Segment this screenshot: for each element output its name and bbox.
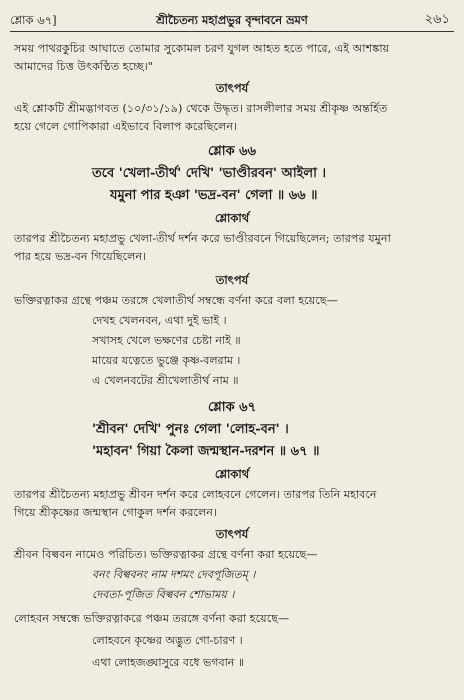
verse-line: যমুনা পার হঞা 'ভদ্র-বন' গেলা ॥ ৬৬ ॥ <box>110 188 318 203</box>
paragraph-line: পার হয়ে ভদ্র-বন গিয়েছিলেন। <box>14 250 147 263</box>
paragraph-line: আমাদের চিত্ত উৎকণ্ঠিত হচ্ছে।" <box>14 60 153 73</box>
paragraph-line: এই শ্লোকটি শ্রীমদ্ভাগবত (১০/৩১/১৯) থেকে উদ্ধৃত। রাসলীলার সময় শ্রীকৃষ্ণ অন্তর্হিত <box>14 102 388 115</box>
verse-line: 'শ্রীবন' দেখি' পুনঃ গেলা 'লোহ-বন' । <box>92 422 289 437</box>
paragraph-line: গিয়ে শ্রীকৃষ্ণের জন্মস্থান গোকুল দর্শন করলেন। <box>14 506 217 519</box>
header-rule <box>10 31 454 32</box>
quoted-verse-line: লোহবনে কৃষ্ণের অদ্ভুত গো-চারণ । <box>92 634 243 647</box>
page-number: ২৬১ <box>424 12 450 27</box>
paragraph-line: তারপর শ্রীচৈতন্য মহাপ্রভু শ্রীবন দর্শন করে লোহবনে গেলেন। তারপর তিনি মহাবনে <box>14 488 377 501</box>
paragraph-line: লোহবন সম্বন্ধে ভক্তিরত্নাকরে পঞ্চম তরঙ্গে বর্ণনা করা হয়েছে— <box>14 612 290 625</box>
verse-number-heading: শ্লোক ৬৬ <box>207 144 257 159</box>
section-heading-tatparya: তাৎপর্য <box>215 527 249 541</box>
verse-number-heading: শ্লোক ৬৭ <box>207 400 257 415</box>
section-heading-shlokartha: শ্লোকার্থ <box>214 467 250 481</box>
section-heading-shlokartha: শ্লোকার্থ <box>214 211 250 225</box>
verse-line: তবে 'খেলা-তীর্থ' দেখি' 'ভাণ্ডীরবন' আইলা । <box>92 166 327 181</box>
quoted-verse-line: দেবতা-পূজিত বিল্ববন শোভাময় । <box>92 588 235 601</box>
quoted-verse-line: এথা লোহজঙ্ঘাসুরে বধে ভগবান ॥ <box>92 656 245 669</box>
quoted-verse-line: দেখহ খেলনবন, এথা দুই ভাই । <box>92 314 227 327</box>
section-heading-tatparya: তাৎপর্য <box>215 81 249 95</box>
paragraph-line: সময় পাথরকুচির আঘাতে তোমার সুকোমল চরণ যুগল আহত হতে পারে, এই আশঙ্কায় <box>14 42 390 55</box>
paragraph-line: তারপর শ্রীচৈতন্য মহাপ্রভু খেলা-তীর্থ দর্শন করে ভাণ্ডীরবনে গিয়েছিলেন; তারপর যমুনা <box>14 232 391 245</box>
quoted-verse-line: সখাসহ খেলে ভক্ষণের চেষ্টা নাই ॥ <box>92 334 241 347</box>
quoted-verse-line: এ খেলনবটের শ্রীখেলাতীর্থ নাম ॥ <box>92 374 239 387</box>
header-verse-ref: শ্লোক ৬৭] <box>10 13 57 27</box>
header-chapter-title: শ্রীচৈতন্য মহাপ্রভুর বৃন্দাবনে ভ্রমণ <box>156 13 308 27</box>
paragraph-line: শ্রীবন বিল্ববন নামেও পরিচিত। ভক্তিরত্নাকর গ্রন্থে বর্ণনা করা হয়েছে— <box>14 548 318 561</box>
paragraph-line: ভক্তিরত্নাকর গ্রন্থে পঞ্চম তরঙ্গে খেলাতীর্থ সম্বন্ধে বর্ণনা করে বলা হয়েছে— <box>14 294 338 307</box>
section-heading-tatparya: তাৎপর্য <box>215 273 249 287</box>
page-header <box>10 8 454 30</box>
quoted-verse-line: মায়ের যত্নেতে ভুঞ্জে কৃষ্ণ-বলরাম । <box>92 354 241 367</box>
verse-line: 'মহাবন' গিয়া কৈলা জন্মস্থান-দরশন ॥ ৬৭ ॥ <box>92 444 320 459</box>
paragraph-line: হয়ে গেলে গোপিকারা এইভাবে বিলাপ করেছিলেন। <box>14 120 238 133</box>
quoted-verse-line: বনং বিল্ববনং নাম দশমং দেবপূজিতম্ । <box>92 568 256 581</box>
